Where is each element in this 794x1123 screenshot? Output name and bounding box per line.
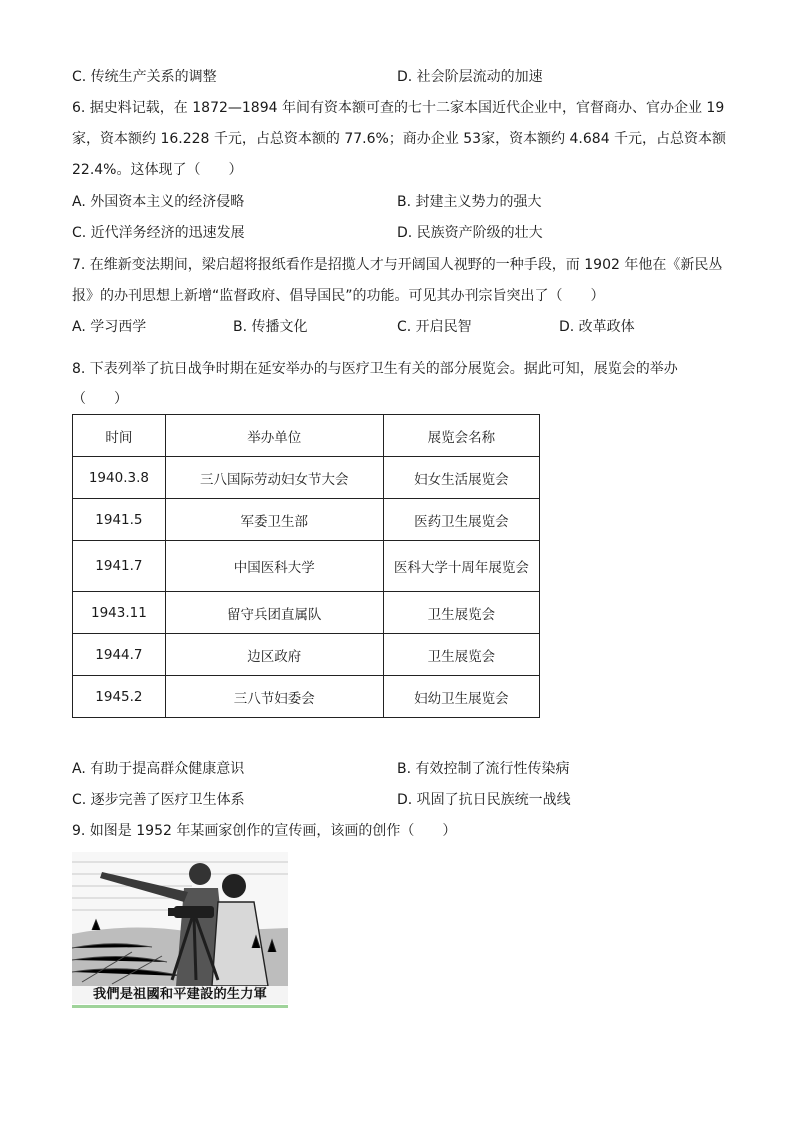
q6-stem-line3: 22.4%。这体现了（ ） xyxy=(72,162,243,178)
table-cell: 边区政府 xyxy=(165,634,383,676)
q8-stem-line1: 8. 下表列举了抗日战争时期在延安举办的与医疗卫生有关的部分展览会。据此可知，展览会的举办 xyxy=(72,361,678,377)
table-cell: 1941.7 xyxy=(73,541,166,592)
table-cell: 医药卫生展览会 xyxy=(383,499,539,541)
table-row xyxy=(73,634,540,676)
table-row xyxy=(73,541,540,592)
q6-option-c: C. 近代洋务经济的迅速发展 xyxy=(72,225,245,241)
q7-stem-line1: 7. 在维新变法期间，梁启超将报纸看作是招揽人才与开阔国人视野的一种手段，而 1902 年他在《新民丛 xyxy=(72,257,723,273)
q5-option-d: D. 社会阶层流动的加速 xyxy=(397,69,543,85)
table-header-cell: 时间 xyxy=(73,415,166,457)
poster-caption: 我們是祖國和平建設的生力軍 xyxy=(72,986,288,1004)
q6-option-a: A. 外国资本主义的经济侵略 xyxy=(72,194,245,210)
q6-option-d: D. 民族资产阶级的壮大 xyxy=(397,225,543,241)
table-cell: 留守兵团直属队 xyxy=(165,592,383,634)
q8-option-c: C. 逐步完善了医疗卫生体系 xyxy=(72,792,245,808)
table-cell: 中国医科大学 xyxy=(165,541,383,592)
table-header-cell: 举办单位 xyxy=(165,415,383,457)
table-cell: 妇幼卫生展览会 xyxy=(383,676,539,718)
table-cell: 三八节妇委会 xyxy=(165,676,383,718)
q7-option-a: A. 学习西学 xyxy=(72,319,147,335)
table-row xyxy=(73,499,540,541)
q6-option-b: B. 封建主义势力的强大 xyxy=(397,194,542,210)
q5-option-c: C. 传统生产关系的调整 xyxy=(72,69,217,85)
propaganda-poster xyxy=(72,852,288,1008)
table-cell: 三八国际劳动妇女节大会 xyxy=(165,457,383,499)
table-row xyxy=(73,676,540,718)
q8-option-a: A. 有助于提高群众健康意识 xyxy=(72,761,245,777)
poster-underline xyxy=(72,1005,288,1008)
table-cell: 1943.11 xyxy=(73,592,166,634)
poster-illustration xyxy=(72,852,288,986)
exhibition-table xyxy=(72,414,540,718)
table-cell: 医科大学十周年展览会 xyxy=(383,541,539,592)
table-header-row xyxy=(73,415,540,457)
q6-stem-line2: 家，资本额约 16.228 千元，占总资本额的 77.6%；商办企业 53家，资本额约 4.684 千元，占总资本额 xyxy=(72,131,727,147)
q7-stem-line2: 报》的办刊思想上新增“监督政府、倡导国民”的功能。可见其办刊宗旨突出了（ ） xyxy=(72,288,605,304)
table-cell: 1940.3.8 xyxy=(73,457,166,499)
table-cell: 妇女生活展览会 xyxy=(383,457,539,499)
q6-stem-line1: 6. 据史料记载，在 1872—1894 年间有资本额可查的七十二家本国近代企业中，官督商办、官办企业 19 xyxy=(72,100,725,116)
table-cell: 军委卫生部 xyxy=(165,499,383,541)
table-header-cell: 展览会名称 xyxy=(383,415,539,457)
table-row xyxy=(73,457,540,499)
q9-stem-line1: 9. 如图是 1952 年某画家创作的宣传画，该画的创作（ ） xyxy=(72,823,457,839)
q8-stem-line2: （ ） xyxy=(72,391,128,407)
table-cell: 1944.7 xyxy=(73,634,166,676)
q8-option-d: D. 巩固了抗日民族统一战线 xyxy=(397,792,571,808)
table-cell: 卫生展览会 xyxy=(383,634,539,676)
table-cell: 1941.5 xyxy=(73,499,166,541)
q7-option-b: B. 传播文化 xyxy=(233,319,308,335)
q7-option-d: D. 改革政体 xyxy=(559,319,635,335)
q8-option-b: B. 有效控制了流行性传染病 xyxy=(397,761,570,777)
q7-option-c: C. 开启民智 xyxy=(397,319,472,335)
table-cell: 卫生展览会 xyxy=(383,592,539,634)
table-row xyxy=(73,592,540,634)
table-cell: 1945.2 xyxy=(73,676,166,718)
